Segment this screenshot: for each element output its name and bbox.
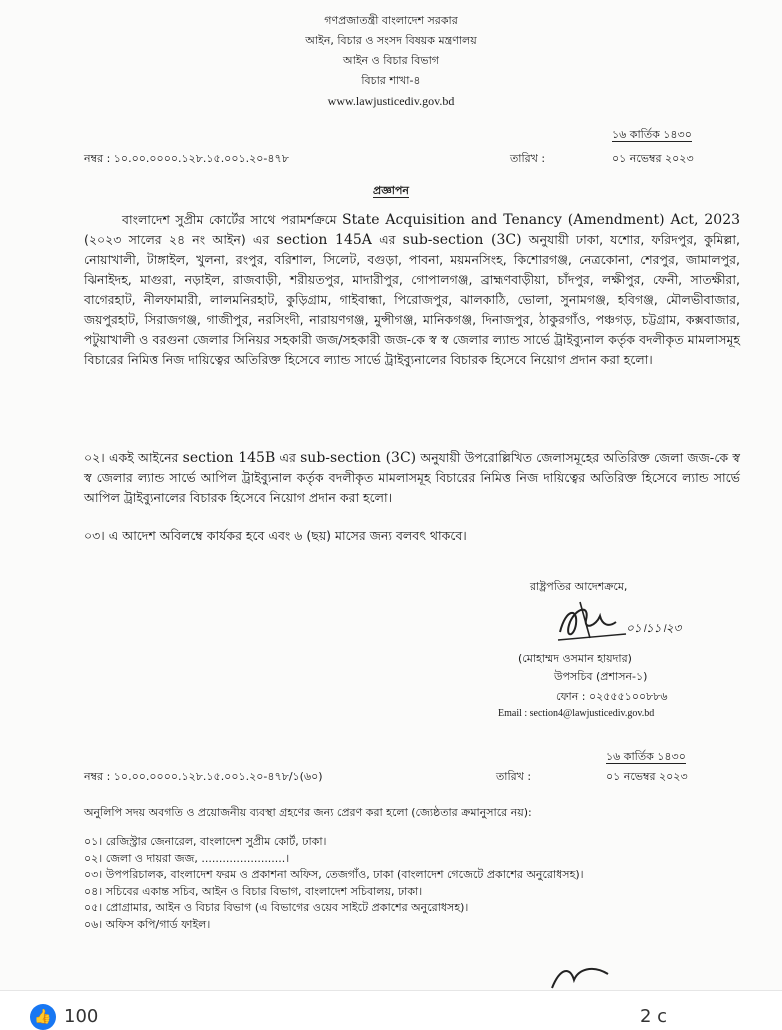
- ref1-date-greg: ০১ নভেম্বর ২০২৩: [612, 152, 694, 165]
- paragraph-1: বাংলাদেশ সুপ্রীম কোর্টের সাথে পরামর্শক্রমে State Acquisition and Tenancy (Amendment) Act, 2023 (২০২৩ সালের ২৪ নং আইন) এর section 145A এর sub-section (3C) অনুযায়ী ঢাকা, যশোর, ফরিদপুর, কুমিল্লা, নোয়াখালী, টাঙ্গাইল, খুলনা, রংপুর, বরিশাল, সিলেট, বগুড়া, পাবনা, ময়মনসিংহ, কিশোরগঞ্জ, নেত্রকোনা, শেরপুর, জামালপুর, ঝিনাইদহ, মাগুরা, নড়াইল, রাজবাড়ী, শরীয়তপুর, মাদারীপুর, গোপালগঞ্জ, ব্রাহ্মণবাড়ীয়া, চাঁদপুর, লক্ষীপুর, ফেনী, সাতক্ষীরা, বাগেরহাট, নীলফামারী, লালমনিরহাট, কুড়িগ্রাম, গাইবান্ধা, পিরোজপুর, ঝালকাঠি, ভোলা, সুনামগঞ্জ, হবিগঞ্জ, মৌলভীবাজার, জয়পুরহাট, সিরাজগঞ্জ, গাজীপুর, নরসিংদী, নারায়ণগঞ্জ, মুন্সীগঞ্জ, মানিকগঞ্জ, দিনাজপুর, ঠাকুরগাঁও, পঞ্চগড়, চট্টগ্রাম, কক্সবাজার, পটুয়াখালী ও বরগুনা জেলার সিনিয়র সহকারী জজ/সহকারী জজ-কে স্ব স্ব জেলার ল্যান্ড সার্ভে ট্রাইব্যুনাল কর্তৃক বদলীকৃত মামলাসমূহ বিচারের নিমিত্ত নিজ দায়িত্বের অতিরিক্ত হিসেবে ল্যান্ড সার্ভে ট্রাইব্যুনালের বিচারক হিসেবে নিয়োগ প্রদান করা হলো।: [84, 212, 741, 367]
- signatory-phone: ফোন : ০২৫৫৫১০০৮৮৬: [556, 690, 668, 703]
- ref2-number: নম্বর : ১০.০০.০০০০.১২৮.১৫.০০১.২০-৪৭৮/১(৬০): [84, 770, 323, 783]
- ref2-date-greg: ০১ নভেম্বর ২০২৩: [606, 770, 688, 783]
- cc-item: ০৩। উপপরিচালক, বাংলাদেশ ফরম ও প্রকাশনা অফিস, তেজগাঁও, ঢাকা (বাংলাদেশ গেজেটে প্রকাশের অনুরোধসহ)।: [84, 868, 584, 881]
- signatory-name: (মোহাম্মদ ওসমান হায়দার): [518, 652, 632, 665]
- signatory-designation: উপসচিব (প্রশাসন-১): [554, 670, 648, 683]
- signature-date: ০১।১১।২৩: [626, 621, 682, 635]
- ministry-name: আইন, বিচার ও সংসদ বিষয়ক মন্ত্রণালয়: [305, 34, 477, 47]
- cc-item: ০২। জেলা ও দায়রা জজ, ........................।: [84, 851, 290, 865]
- paragraph-2: ০২। একই আইনের section 145B এর sub-section (3C) অনুযায়ী উপরোল্লিখিত জেলাসমূহের অতিরিক্ত জেলা জজ-কে স্ব স্ব জেলার ল্যান্ড সার্ভে আপিল ট্রাইব্যুনাল কর্তৃক বদলীকৃত মামলাসমূহ বিচারের নিমিত্ত নিজ দায়িত্বের অতিরিক্ত হিসেবে ল্যান্ড সার্ভে আপিল ট্রাইব্যুনালের বিচারক হিসেবে নিয়োগ প্রদান করা হলো।: [84, 450, 740, 505]
- cc-item: ০১। রেজিস্ট্রার জেনারেল, বাংলাদেশ সুপ্রীম কোর্ট, ঢাকা।: [84, 835, 327, 848]
- signatory-email[interactable]: Email : section4@lawjusticediv.gov.bd: [498, 708, 655, 719]
- comment-count[interactable]: 2 c: [640, 1006, 668, 1027]
- cc-item: ০৫। প্রোগ্রামার, আইন ও বিচার বিভাগ (এ বিভাগের ওয়েব সাইটে প্রকাশের অনুরোধসহ)।: [84, 901, 469, 914]
- cc-list: [84, 834, 744, 933]
- cc-intro: অনুলিপি সদয় অবগতি ও প্রয়োজনীয় ব্যবস্থা গ্রহণের জন্য প্রেরণ করা হলো (জ্যেষ্ঠতার ক্রমানুসারে নয়):: [84, 806, 532, 819]
- like-icon[interactable]: 👍: [30, 1004, 56, 1030]
- division-name: আইন ও বিচার বিভাগ: [342, 54, 440, 67]
- notification-title: প্রজ্ঞাপন: [373, 184, 409, 197]
- ref2-date-label: তারিখ :: [496, 770, 532, 783]
- ref1-number: নম্বর : ১০.০০.০০০০.১২৮.১৫.০০১.২০-৪৭৮: [84, 152, 289, 165]
- ref1-date-bangla: ১৬ কার্তিক ১৪৩০: [612, 128, 692, 141]
- cc-item: ০৪। সচিবের একান্ত সচিব, আইন ও বিচার বিভাগ, বাংলাদেশ সচিবালয়, ঢাকা।: [84, 884, 423, 898]
- paragraph-3: ০৩। এ আদেশ অবিলম্বে কার্যকর হবে এবং ৬ (ছয়) মাসের জন্য বলবৎ থাকবে।: [84, 528, 467, 543]
- govt-title: গণপ্রজাতন্ত্রী বাংলাদেশ সরকার: [324, 14, 458, 27]
- reaction-count[interactable]: 100: [64, 1006, 99, 1027]
- branch-name: বিচার শাখা-৪: [361, 74, 421, 87]
- presidential-order: রাষ্ট্রপতির আদেশক্রমে,: [530, 580, 628, 593]
- website-link[interactable]: www.lawjusticediv.gov.bd: [327, 94, 455, 108]
- ref1-date-label: তারিখ :: [510, 152, 546, 165]
- ref2-date-bangla: ১৬ কার্তিক ১৪৩০: [606, 750, 686, 763]
- second-signature-mark: [548, 962, 638, 990]
- cc-item: ০৬। অফিস কপি/গার্ড ফাইল।: [84, 917, 211, 931]
